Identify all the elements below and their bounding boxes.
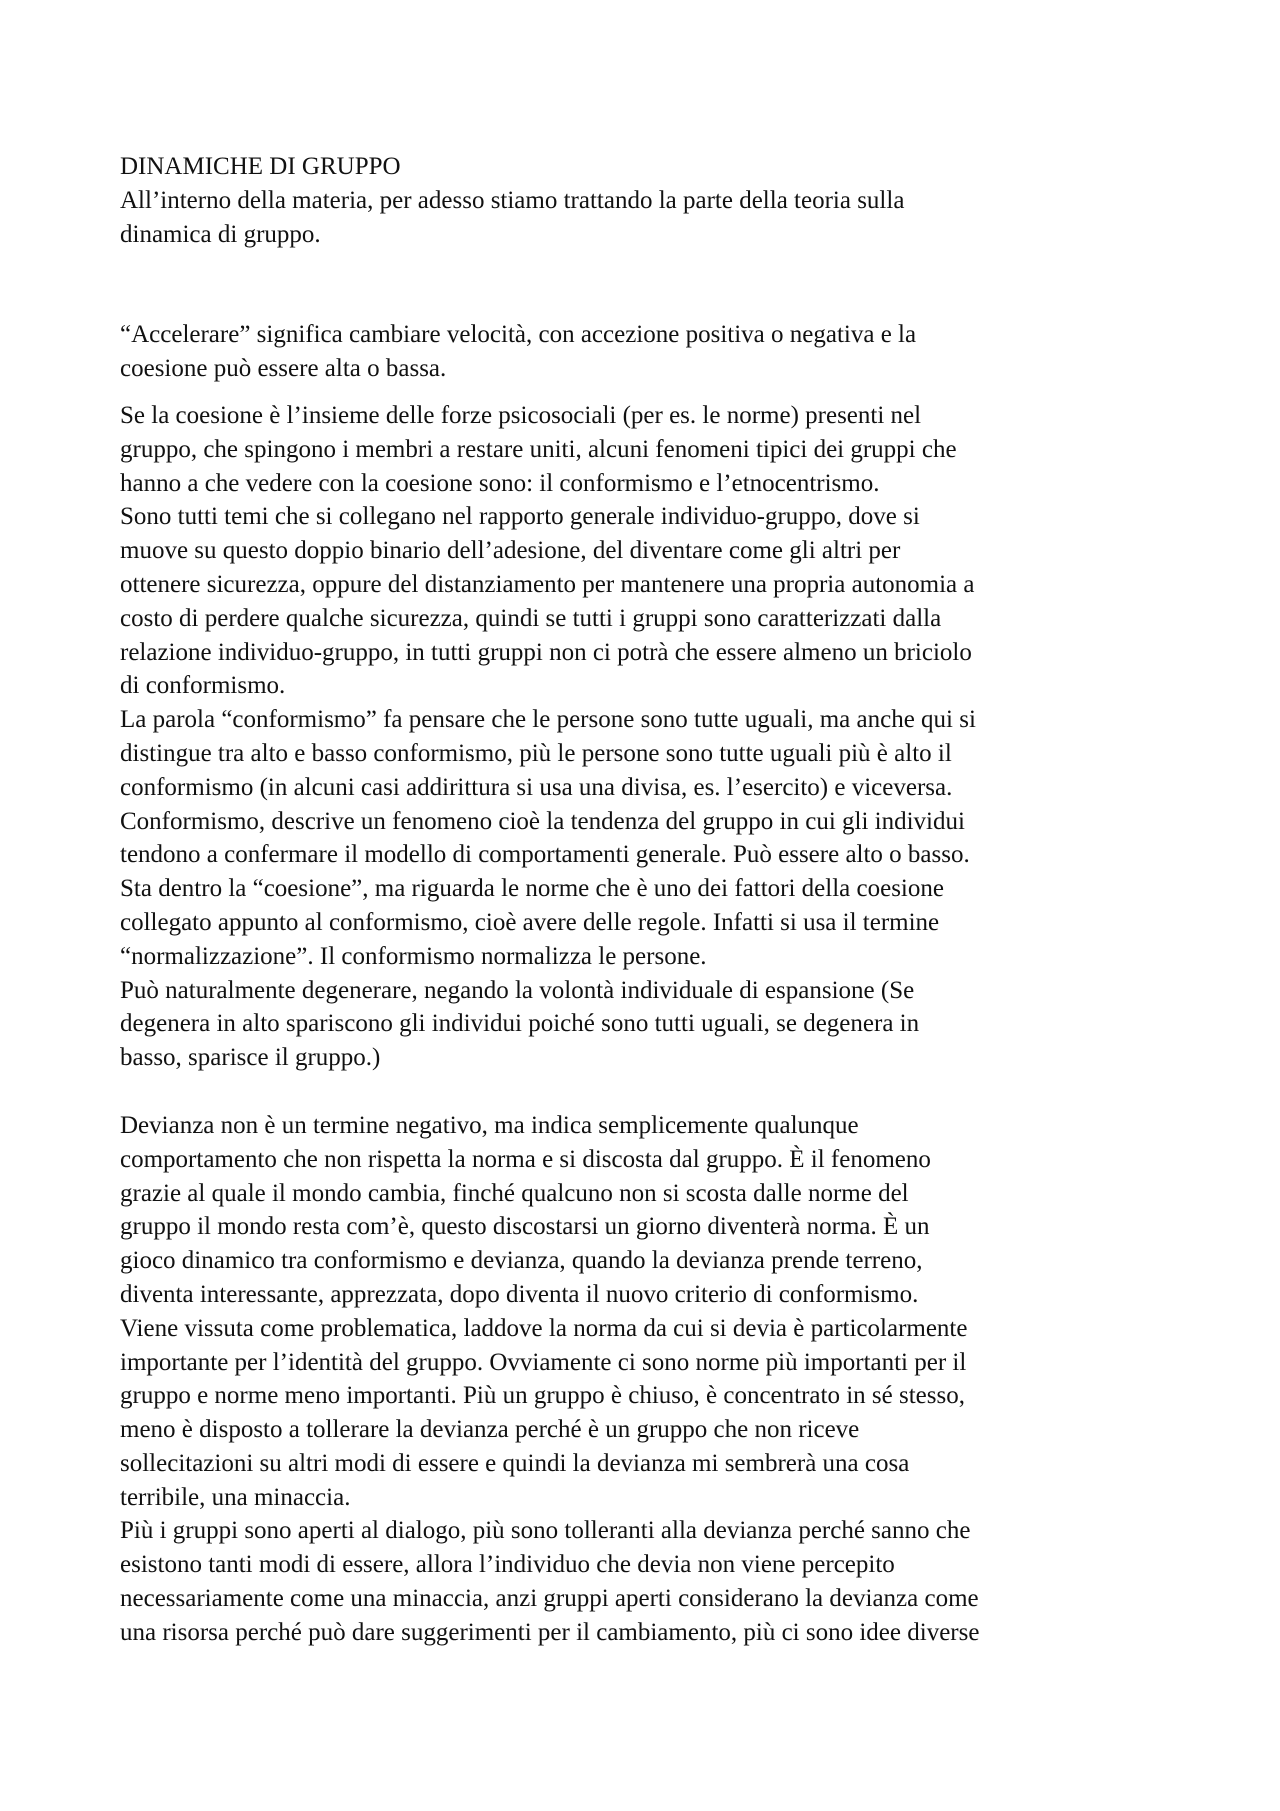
text-line: Conformismo, descrive un fenomeno cioè la tendenza del gruppo in cui gli individui: [120, 807, 965, 835]
text-line: di conformismo.: [120, 672, 286, 700]
text-line: “normalizzazione”. Il conformismo normalizza le persone.: [120, 942, 707, 970]
text-line: Sta dentro la “coesione”, ma riguarda le norme che è uno dei fattori della coesione: [120, 875, 944, 903]
text-line: Devianza non è un termine negativo, ma indica semplicemente qualunque: [120, 1111, 859, 1139]
text-line: All’interno della materia, per adesso stiamo trattando la parte della teoria sulla: [120, 186, 905, 214]
text-line: collegato appunto al conformismo, cioè avere delle regole. Infatti si usa il termine: [120, 908, 940, 936]
text-line: gioco dinamico tra conformismo e devianza, quando la devianza prende terreno,: [120, 1247, 923, 1275]
text-line: terribile, una minaccia.: [120, 1483, 351, 1511]
text-line: Più i gruppi sono aperti al dialogo, più sono tolleranti alla devianza perché sanno che: [120, 1517, 971, 1545]
text-line: esistono tanti modi di essere, allora l’individuo che devia non viene percepito: [120, 1551, 895, 1579]
text-line: basso, sparisce il gruppo.): [120, 1044, 381, 1072]
text-line: gruppo e norme meno importanti. Più un gruppo è chiuso, è concentrato in sé stesso,: [120, 1382, 965, 1410]
text-line: dinamica di gruppo.: [120, 220, 321, 248]
text-line: degenera in alto spariscono gli individui poiché sono tutti uguali, se degenera in: [120, 1010, 920, 1038]
text-line: muove su questo doppio binario dell’adesione, del diventare come gli altri per: [120, 537, 901, 565]
paragraph-devianza: [120, 1109, 1170, 1650]
text-line: costo di perdere qualche sicurezza, quindi se tutti i gruppi sono caratterizzati dalla: [120, 604, 942, 632]
text-line: gruppo il mondo resta com’è, questo discostarsi un giorno diventerà norma. È un: [120, 1213, 930, 1241]
text-line: “Accelerare” significa cambiare velocità, con accezione positiva o negativa e la: [120, 321, 917, 349]
text-line: meno è disposto a tollerare la devianza perché è un gruppo che non riceve: [120, 1416, 860, 1444]
text-line: La parola “conformismo” fa pensare che le persone sono tutte uguali, ma anche qui si: [120, 706, 976, 734]
text-line: una risorsa perché può dare suggerimenti per il cambiamento, più ci sono idee diverse: [120, 1618, 980, 1646]
text-line: distingue tra alto e basso conformismo, più le persone sono tutte uguali più è alto il: [120, 739, 952, 767]
text-line: Viene vissuta come problematica, laddove la norma da cui si devia è particolarmente: [120, 1314, 968, 1342]
text-line: Sono tutti temi che si collegano nel rapporto generale individuo-gruppo, dove si: [120, 503, 920, 531]
text-line: diventa interessante, apprezzata, dopo diventa il nuovo criterio di conformismo.: [120, 1280, 919, 1308]
text-line: Se la coesione è l’insieme delle forze psicosociali (per es. le norme) presenti nel: [120, 401, 922, 429]
text-line: importante per l’identità del gruppo. Ovviamente ci sono norme più importanti per il: [120, 1348, 967, 1376]
text-line: gruppo, che spingono i membri a restare uniti, alcuni fenomeni tipici dei gruppi che: [120, 435, 957, 463]
paragraph-accelerare: [120, 318, 1170, 386]
text-line: tendono a confermare il modello di comportamenti generale. Può essere alto o basso.: [120, 841, 970, 869]
paragraph-intro: [120, 184, 1170, 252]
text-line: sollecitazioni su altri modi di essere e quindi la devianza mi sembrerà una cosa: [120, 1449, 910, 1477]
text-line: conformismo (in alcuni casi addirittura si usa una divisa, es. l’esercito) e viceversa.: [120, 773, 953, 801]
text-line: coesione può essere alta o bassa.: [120, 355, 447, 383]
document-title: DINAMICHE DI GRUPPO: [120, 153, 401, 180]
text-line: comportamento che non rispetta la norma e si discosta dal gruppo. È il fenomeno: [120, 1145, 931, 1173]
text-line: hanno a che vedere con la coesione sono: il conformismo e l’etnocentrismo.: [120, 469, 880, 497]
text-line: ottenere sicurezza, oppure del distanziamento per mantenere una propria autonomia a: [120, 570, 975, 598]
paragraph-coesione-conformismo: [120, 399, 1170, 1075]
document-page: [120, 150, 1170, 1650]
text-line: grazie al quale il mondo cambia, finché qualcuno non si scosta dalle norme del: [120, 1179, 909, 1207]
text-line: necessariamente come una minaccia, anzi gruppi aperti considerano la devianza come: [120, 1585, 979, 1613]
text-line: relazione individuo-gruppo, in tutti gruppi non ci potrà che essere almeno un briciolo: [120, 638, 972, 666]
text-line: Può naturalmente degenerare, negando la volontà individuale di espansione (Se: [120, 976, 915, 1004]
